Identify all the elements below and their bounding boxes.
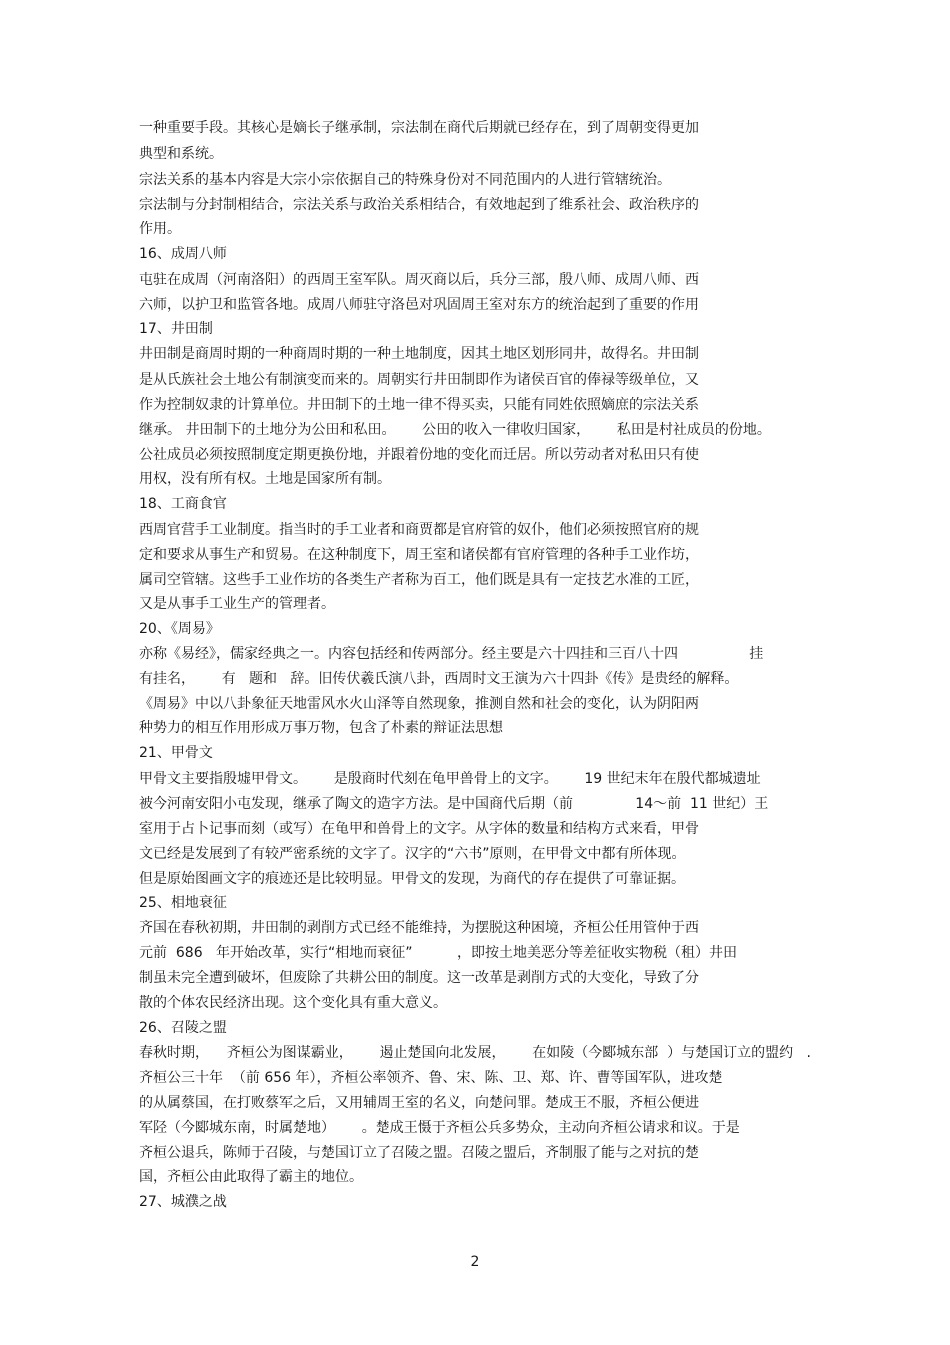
- section-heading: 21、甲骨文: [139, 745, 213, 761]
- text-line: 齐桓公退兵，陈师于召陵，与楚国订立了召陵之盟。召陵之盟后，齐制服了能与之对抗的楚: [139, 1145, 699, 1161]
- section-heading: 27、城濮之战: [139, 1194, 227, 1210]
- text-line: 亦称《易经》，儒家经典之一。内容包括经和传两部分。经主要是六十四挂和三百八十四 挂: [139, 646, 764, 662]
- text-line: 一种重要手段。其核心是嫡长子继承制，宗法制在商代后期就已经存在，到了周朝变得更加: [139, 120, 699, 136]
- text-line: 定和要求从事生产和贸易。在这种制度下，周王室和诸侯都有官府管理的各种手工业作坊，: [139, 547, 699, 563]
- section-heading: 26、召陵之盟: [139, 1020, 227, 1036]
- text-line: 是从氏族社会土地公有制演变而来的。周朝实行井田制即作为诸侯百官的俸禄等级单位，又: [139, 372, 699, 388]
- text-line: 国，齐桓公由此取得了霸主的地位。: [139, 1169, 363, 1185]
- text-line: 的从属蔡国，在打败蔡军之后，又用辅周王室的名义，向楚问罪。楚成王不服，齐桓公便进: [139, 1095, 699, 1111]
- text-line: 井田制是商周时期的一种商周时期的一种土地制度，因其土地区划形同井，故得名。井田制: [139, 346, 699, 362]
- text-line: 齐桓公三十年 （前 656 年），齐桓公率领齐、鲁、宋、陈、卫、郑、许、曹等国军队，进攻楚: [139, 1070, 723, 1086]
- text-line: 宗法关系的基本内容是大宗小宗依据自己的特殊身份对不同范围内的人进行管辖统治。: [139, 172, 671, 188]
- section-heading: 16、成周八师: [139, 246, 227, 262]
- section-heading: 20、《周易》: [139, 621, 220, 637]
- page-number: 2: [470, 1254, 480, 1270]
- text-line: 齐国在春秋初期，井田制的剥削方式已经不能维持，为摆脱这种困境，齐桓公任用管仲于西: [139, 920, 699, 936]
- text-line: 继承。 井田制下的土地分为公田和私田。 公田的收入一律收归国家， 私田是村社成员的份地。: [139, 422, 771, 438]
- text-line: 甲骨文主要指殷墟甲骨文。 是殷商时代刻在龟甲兽骨上的文字。 19 世纪末年在殷代都城遗址: [139, 771, 761, 787]
- section-heading: 18、工商食官: [139, 496, 227, 512]
- text-line: 宗法制与分封制相结合，宗法关系与政治关系相结合，有效地起到了维系社会、政治秩序的: [139, 197, 699, 213]
- section-heading: 17、井田制: [139, 321, 213, 337]
- text-line: 散的个体农民经济出现。这个变化具有重大意义。: [139, 995, 447, 1011]
- text-line: 又是从事手工业生产的管理者。: [139, 596, 335, 612]
- text-line: 属司空管辖。这些手工业作坊的各类生产者称为百工，他们既是具有一定技艺水准的工匠，: [139, 572, 699, 588]
- text-line: 被今河南安阳小屯发现，继承了陶文的造字方法。是中国商代后期（前 14～前 11 世纪）王: [139, 796, 769, 812]
- text-line: 作用。: [139, 221, 181, 237]
- text-line: 军陉（今郾城东南，时属楚地） 。楚成王慑于齐桓公兵多势众，主动向齐桓公请求和议。于是: [139, 1120, 740, 1136]
- text-line: 元前 686 年开始改革，实行“相地而衰征” ，即按土地美恶分等差征收实物税（租）井田: [139, 945, 737, 961]
- text-line: 公社成员必须按照制度定期更换份地，并跟着份地的变化而迁居。所以劳动者对私田只有使: [139, 447, 699, 463]
- text-line: 室用于占卜记事而刻（或写）在龟甲和兽骨上的文字。从字体的数量和结构方式来看，甲骨: [139, 821, 699, 837]
- text-line: 文已经是发展到了有较严密系统的文字了。汉字的“六书”原则，在甲骨文中都有所体现。: [139, 846, 686, 862]
- text-line: 春秋时期， 齐桓公为图谋霸业， 遏止楚国向北发展， 在如陵（今郾城东部 ）与楚国订立的盟约 .: [139, 1045, 811, 1061]
- text-line: 西周官营手工业制度。指当时的手工业者和商贾都是官府管的奴仆，他们必须按照官府的规: [139, 522, 699, 538]
- text-line: 制虽未完全遭到破坏，但废除了共耕公田的制度。这一改革是剥削方式的大变化，导致了分: [139, 970, 699, 986]
- text-line: 六师，以护卫和监管各地。成周八师驻守洛邑对巩固周王室对东方的统治起到了重要的作用: [139, 297, 699, 313]
- text-line: 典型和系统。: [139, 146, 223, 162]
- text-line: 种势力的相互作用形成万事万物，包含了朴素的辩证法思想: [139, 720, 503, 736]
- text-line: 但是原始图画文字的痕迹还是比较明显。甲骨文的发现，为商代的存在提供了可靠证据。: [139, 871, 685, 887]
- section-heading: 25、相地衰征: [139, 895, 227, 911]
- text-line: 屯驻在成周（河南洛阳）的西周王室军队。周灭商以后，兵分三部，殷八师、成周八师、西: [139, 272, 699, 288]
- text-line: 用权，没有所有权。土地是国家所有制。: [139, 471, 391, 487]
- text-line: 有挂名， 有 题和 辞。旧传伏羲氏演八卦，西周时文王演为六十四卦《传》是贵经的解释。: [139, 671, 739, 687]
- text-line: 作为控制奴隶的计算单位。井田制下的土地一律不得买卖，只能有同姓依照嫡庶的宗法关系: [139, 397, 699, 413]
- text-line: 《周易》中以八卦象征天地雷风水火山泽等自然现象，推测自然和社会的变化，认为阴阳两: [139, 696, 699, 712]
